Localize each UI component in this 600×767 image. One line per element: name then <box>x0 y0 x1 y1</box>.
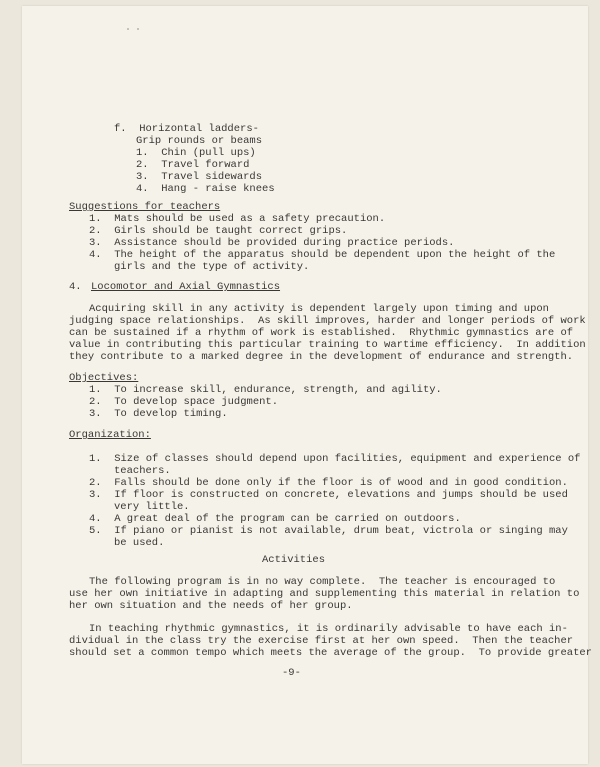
list-item: 3. Assistance should be provided during practice periods. <box>89 237 455 249</box>
list-item-continuation: girls and the type of activity. <box>114 261 310 273</box>
paragraph-line: value in contributing this particular training to wartime efficiency. In addition <box>69 339 586 351</box>
staple-mark <box>137 28 139 30</box>
paragraph-line: should set a common tempo which meets the average of the group. To provide greater <box>69 647 592 659</box>
list-item: 1. Mats should be used as a safety precaution. <box>89 213 386 225</box>
list-item: 5. If piano or pianist is not available, drum beat, victrola or singing may <box>89 525 568 537</box>
paragraph-line: dividual in the class try the exercise first at her own speed. Then the teacher <box>69 635 574 647</box>
document-page <box>22 6 592 764</box>
staple-mark <box>127 28 129 30</box>
list-item: 2. Girls should be taught correct grips. <box>89 225 348 237</box>
paragraph-line: they contribute to a marked degree in the development of endurance and strength. <box>69 351 574 363</box>
paragraph-line: use her own initiative in adapting and supplementing this material in relation to <box>69 588 580 600</box>
list-item: 2. Travel forward <box>136 159 250 171</box>
list-item: 4. The height of the apparatus should be dependent upon the height of the <box>89 249 556 261</box>
organization-heading: Organization: <box>69 429 151 441</box>
activities-heading: Activities <box>262 554 326 566</box>
list-item: 1. To increase skill, endurance, strength, and agility. <box>89 384 442 396</box>
paragraph-line: her own situation and the needs of her group. <box>69 600 353 612</box>
list-item: 4. A great deal of the program can be carried on outdoors. <box>89 513 461 525</box>
list-item-continuation: be used. <box>114 537 165 549</box>
paragraph-line: Acquiring skill in any activity is dependent largely upon timing and upon <box>89 303 549 315</box>
list-item: 3. Travel sidewards <box>136 171 263 183</box>
list-item: 3. To develop timing. <box>89 408 228 420</box>
list-item: 2. To develop space judgment. <box>89 396 279 408</box>
section-f-sub: Grip rounds or beams <box>136 135 263 147</box>
page-number: -9- <box>282 667 301 679</box>
objectives-heading: Objectives: <box>69 372 139 384</box>
paragraph-line: In teaching rhythmic gymnastics, it is ordinarily advisable to have each in- <box>89 623 568 635</box>
list-item: 3. If floor is constructed on concrete, elevations and jumps should be used <box>89 489 568 501</box>
section-number: 4. <box>69 281 82 293</box>
paragraph-line: judging space relationships. As skill improves, harder and longer periods of work <box>69 315 586 327</box>
locomotor-heading: Locomotor and Axial Gymnastics <box>91 281 281 293</box>
paragraph-line: The following program is in no way complete. The teacher is encouraged to <box>89 576 556 588</box>
suggestions-heading: Suggestions for teachers <box>69 201 221 213</box>
list-item-continuation: teachers. <box>114 465 171 477</box>
list-item: 4. Hang - raise knees <box>136 183 275 195</box>
list-item: 1. Size of classes should depend upon facilities, equipment and experience of <box>89 453 581 465</box>
list-item: 2. Falls should be done only if the floor is of wood and in good condition. <box>89 477 568 489</box>
list-item: 1. Chin (pull ups) <box>136 147 256 159</box>
section-f-heading: f. Horizontal ladders- <box>114 123 259 135</box>
list-item-continuation: very little. <box>114 501 190 513</box>
paragraph-line: can be sustained if a rhythm of work is established. Rhythmic gymnastics are of <box>69 327 574 339</box>
